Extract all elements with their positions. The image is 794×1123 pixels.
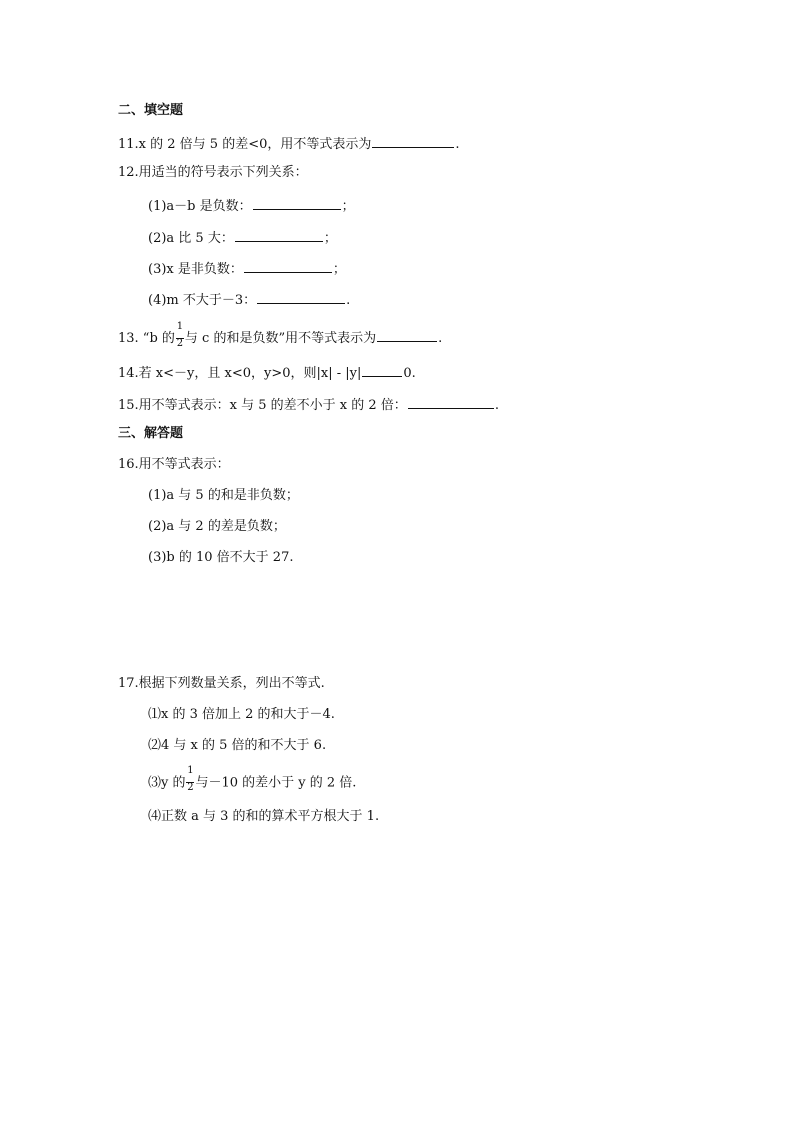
answer-blank bbox=[235, 228, 323, 242]
fraction bbox=[176, 320, 184, 349]
fraction-numerator: 1 bbox=[176, 320, 184, 332]
answer-blank bbox=[362, 363, 402, 377]
item-end: ； bbox=[323, 231, 337, 246]
question-12: 12.用适当的符号表示下列关系： bbox=[118, 165, 308, 180]
question-15-text: 15.用不等式表示：x 与 5 的差不小于 x 的 2 倍： bbox=[118, 398, 407, 413]
question-15 bbox=[118, 395, 499, 414]
question-13 bbox=[118, 320, 443, 349]
question-17-item-3 bbox=[148, 765, 357, 793]
question-16: 16.用不等式表示： bbox=[118, 457, 230, 472]
item-end: . bbox=[346, 293, 351, 308]
question-16-item-3: (3)b 的 10 倍不大于 27. bbox=[148, 550, 294, 565]
question-13-end: . bbox=[438, 331, 443, 346]
item-end: ； bbox=[341, 199, 355, 214]
question-15-end: . bbox=[494, 398, 499, 413]
answer-blank bbox=[372, 134, 454, 148]
question-12-item-1 bbox=[148, 196, 355, 215]
fraction bbox=[186, 765, 194, 793]
question-14-end: 0. bbox=[403, 366, 416, 381]
question-16-item-1: (1)a 与 5 的和是非负数； bbox=[148, 488, 299, 503]
item-text: (2)a 比 5 大： bbox=[148, 231, 234, 246]
question-11-text: 11.x 的 2 倍与 5 的差<0，用不等式表示为 bbox=[118, 137, 372, 152]
fraction-denominator: 2 bbox=[187, 782, 194, 793]
question-11-end: . bbox=[455, 137, 460, 152]
question-12-item-2 bbox=[148, 228, 337, 247]
question-14 bbox=[118, 363, 416, 382]
question-17-item-1: ⑴x 的 3 倍加上 2 的和大于－4. bbox=[148, 707, 335, 722]
question-17: 17.根据下列数量关系，列出不等式. bbox=[118, 676, 325, 691]
section-heading-fill-in: 二、填空题 bbox=[118, 103, 184, 118]
item-post: 与－10 的差小于 y 的 2 倍. bbox=[195, 775, 357, 791]
answer-blank bbox=[377, 328, 437, 342]
answer-blank bbox=[257, 290, 345, 304]
fraction-numerator: 1 bbox=[187, 765, 194, 776]
item-text: (4)m 不大于－3： bbox=[148, 293, 257, 308]
fraction-denominator: 2 bbox=[176, 337, 184, 349]
item-text: (3)x 是非负数： bbox=[148, 262, 243, 277]
item-text: (1)a－b 是负数： bbox=[148, 199, 252, 214]
question-17-item-2: ⑵4 与 x 的 5 倍的和不大于 6. bbox=[148, 738, 327, 753]
question-13-pre: 13. “b 的 bbox=[118, 331, 175, 346]
question-14-text: 14.若 x<－y，且 x<0，y>0，则|x| - |y| bbox=[118, 366, 362, 381]
item-end: ； bbox=[332, 262, 346, 277]
question-12-item-3 bbox=[148, 259, 346, 278]
answer-blank bbox=[253, 196, 341, 210]
item-pre: ⑶y 的 bbox=[148, 775, 186, 791]
question-12-item-4 bbox=[148, 290, 350, 309]
question-11 bbox=[118, 134, 460, 153]
question-13-post: 与 c 的和是负数”用不等式表示为 bbox=[184, 331, 377, 346]
question-17-item-4: ⑷正数 a 与 3 的和的算术平方根大于 1. bbox=[148, 809, 380, 824]
answer-blank bbox=[408, 395, 494, 409]
question-16-item-2: (2)a 与 2 的差是负数； bbox=[148, 519, 286, 534]
section-heading-solve: 三、解答题 bbox=[118, 426, 184, 441]
answer-blank bbox=[244, 259, 332, 273]
